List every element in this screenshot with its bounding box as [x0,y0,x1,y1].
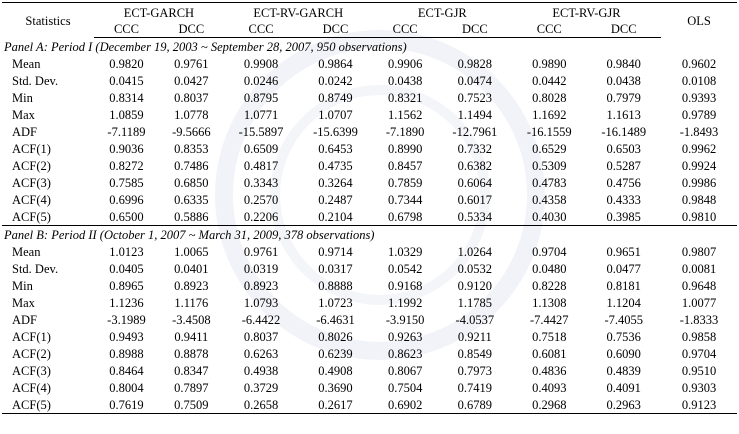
table-cell: 0.0415 [109,73,144,88]
table-cell: 0.6500 [109,209,144,224]
table-cell: 0.9714 [318,244,353,259]
table-cell: 0.5886 [174,209,209,224]
table-cell: 0.2658 [224,396,298,414]
table-cell: 0.5309 [532,158,567,173]
table-cell: 1.1613 [606,107,641,122]
table-row [2,345,737,362]
table-cell: 0.4093 [532,380,567,395]
table-cell: 1.0123 [109,244,144,259]
row-label: ACF(1) [12,329,51,344]
table-cell: 0.7973 [457,363,492,378]
table-row [2,208,737,226]
table-row [2,362,737,379]
table-cell: -16.1559 [526,124,572,139]
row-label: Max [12,107,35,122]
table-cell: 0.4783 [532,175,567,190]
table-cell: 0.2104 [318,209,353,224]
row-label: ACF(5) [12,209,51,224]
table-cell: 0.0532 [457,261,492,276]
header-sub-ccc: CCC [373,21,438,38]
header-ols: OLS [661,3,737,38]
table-cell: 0.0401 [174,261,209,276]
table-cell: 0.6239 [318,346,353,361]
table-cell: 0.0438 [387,73,423,88]
table-cell: 1.0771 [243,107,279,122]
table-cell: 1.0723 [318,295,353,310]
table-cell: 0.9908 [243,56,279,71]
table-cell: 0.9651 [606,244,641,259]
header-row-sub [2,21,737,38]
table-cell: 0.0474 [457,73,492,88]
table-cell: -15.6399 [313,124,358,139]
table-cell: 1.1785 [457,295,492,310]
header-sub-ccc: CCC [94,21,159,38]
table-row [2,55,737,72]
table-cell: 0.9510 [681,363,717,378]
table-row [2,89,737,106]
table-cell: -3.4508 [172,312,211,327]
table-cell: 0.7523 [457,90,492,105]
table-cell: 0.0542 [387,261,423,276]
table-row [2,311,737,328]
table-cell: 0.9789 [681,107,717,122]
table-cell: 1.0859 [109,107,144,122]
table-cell: 0.8965 [109,278,144,293]
table-cell: 1.0793 [243,295,279,310]
table-cell: 1.1692 [532,107,567,122]
table-cell: 1.0329 [387,244,423,259]
table-cell: 0.7585 [109,175,144,190]
table-cell: 0.8181 [606,278,641,293]
table-row [2,72,737,89]
table-cell: 0.4333 [606,192,641,207]
table-cell: 0.6996 [109,192,144,207]
table-cell: 0.0405 [109,261,144,276]
row-label: ACF(4) [12,380,51,395]
table-cell: 0.6529 [532,141,567,156]
table-cell: 0.7486 [174,158,209,173]
table-cell: -16.1489 [601,124,647,139]
table-cell: 0.6789 [438,396,512,414]
table-cell: 0.4735 [318,158,353,173]
header-sub-dcc: DCC [438,21,512,38]
row-label: ACF(1) [12,141,51,156]
row-label: Mean [12,56,41,71]
table-cell: 0.9123 [661,396,737,414]
table-cell: 0.6382 [457,158,492,173]
table-cell: 0.6081 [532,346,567,361]
table-cell: 0.9704 [681,346,717,361]
table-cell: 0.4030 [532,209,567,224]
table-cell: 0.0242 [318,73,353,88]
table-cell: 0.6798 [387,209,423,224]
table-cell: 0.7859 [387,175,423,190]
table-cell: 0.3264 [318,175,353,190]
header-sub-ccc: CCC [224,21,298,38]
row-label: ADF [12,312,38,327]
table-header [2,3,737,38]
header-sub-dcc: DCC [159,21,224,38]
table-cell: 0.9906 [387,56,423,71]
table-cell: 0.8988 [109,346,144,361]
table-cell: 0.4358 [532,192,567,207]
table-row [2,243,737,260]
table-cell: 0.2617 [298,396,372,414]
table-cell: 0.0108 [681,73,717,88]
row-label: ACF(3) [12,175,51,190]
row-label: ADF [12,124,38,139]
table-cell: 0.0438 [606,73,641,88]
table-cell: 0.9602 [681,56,717,71]
table-cell: 0.6335 [174,192,209,207]
table-cell: 1.1308 [532,295,567,310]
table-cell: 0.6064 [457,175,492,190]
table-row [2,106,737,123]
header-group-ect-garch: ECT-GARCH [94,3,224,22]
row-label: Min [12,278,33,293]
table-cell: 0.7509 [159,396,224,414]
table-cell: 0.6850 [174,175,209,190]
table-cell: -12.7961 [452,124,498,139]
row-label: Max [12,295,35,310]
table-cell: 0.4817 [243,158,279,173]
table-cell: 0.2963 [586,396,661,414]
table-cell: 0.9858 [681,329,717,344]
table-cell: 0.9648 [681,278,717,293]
table-cell: 0.0427 [174,73,209,88]
panel-title-row [2,38,737,56]
table-cell: 0.7619 [94,396,159,414]
header-statistics: Statistics [2,3,94,38]
table-cell: 0.3729 [243,380,279,395]
table-cell: 0.9828 [457,56,492,71]
table-cell: 0.4839 [606,363,641,378]
table-cell: -4.0537 [455,312,495,327]
row-label: ACF(5) [2,396,94,414]
table-cell: 0.8067 [387,363,423,378]
table-cell: 1.0065 [174,244,209,259]
table-cell: 0.9168 [387,278,423,293]
table-cell: 0.7518 [532,329,567,344]
table-cell: 0.9924 [681,158,717,173]
table-cell: 1.0077 [681,295,717,310]
table-cell: 0.9263 [387,329,423,344]
table-cell: 0.6263 [243,346,279,361]
table-cell: -6.4631 [316,312,355,327]
table-cell: 0.9411 [174,329,209,344]
header-sub-dcc: DCC [586,21,661,38]
table-cell: 0.8923 [243,278,279,293]
table-cell: -1.8493 [679,124,719,139]
header-sub-ccc: CCC [512,21,586,38]
row-label: ACF(4) [12,192,51,207]
header-sub-dcc: DCC [298,21,372,38]
table-cell: 0.7419 [457,380,492,395]
table-cell: 0.9820 [109,56,144,71]
table-cell: 0.9036 [109,141,144,156]
table-cell: 0.2968 [512,396,586,414]
table-row [2,328,737,345]
table-cell: 0.5334 [457,209,492,224]
table-cell: 0.7979 [606,90,641,105]
table-cell: 0.2487 [318,192,353,207]
table-cell: -9.5666 [172,124,211,139]
table-cell: 0.6017 [457,192,492,207]
table-row [2,277,737,294]
table-cell: -3.9150 [385,312,425,327]
table-cell: 0.4756 [606,175,641,190]
table-cell: 0.8990 [387,141,423,156]
table-cell: 0.9120 [457,278,492,293]
table-cell: 0.9890 [532,56,567,71]
table-body [2,38,737,414]
table-row [2,379,737,396]
table-cell: 0.2570 [243,192,279,207]
table-cell: -15.5897 [238,124,284,139]
table-cell: 0.3343 [243,175,279,190]
table-cell: 0.8028 [532,90,567,105]
table-cell: 0.8549 [457,346,492,361]
table-cell: 0.8321 [387,90,423,105]
table-cell: 0.0317 [318,261,353,276]
table-cell: 0.8795 [243,90,279,105]
table-cell: 0.9393 [681,90,717,105]
table-cell: 0.8749 [318,90,353,105]
table-cell: 0.8623 [387,346,423,361]
table-cell: 1.1176 [174,295,209,310]
table-cell: 0.9962 [681,141,717,156]
header-row-groups [2,3,737,22]
table-cell: 0.0480 [532,261,567,276]
table-cell: 0.0477 [606,261,641,276]
table-row [2,260,737,277]
table-cell: 1.1992 [387,295,423,310]
table-cell: 0.4908 [318,363,353,378]
table-cell: 0.2206 [243,209,279,224]
row-label: Std. Dev. [12,73,59,88]
table-cell: 0.8347 [174,363,209,378]
table-cell: 0.9840 [606,56,641,71]
table-cell: 0.6453 [318,141,353,156]
table-cell: 0.3690 [318,380,353,395]
table-cell: 0.4836 [532,363,567,378]
table-cell: 0.9807 [681,244,717,259]
table-cell: 0.9761 [243,244,279,259]
table-cell: 0.9704 [532,244,567,259]
table-row [2,123,737,140]
table-cell: 0.8026 [318,329,353,344]
table-cell: 0.3985 [606,209,641,224]
panel-title: Panel B: Period II (October 1, 2007 ~ March 31, 2009, 378 observations) [2,226,737,244]
table-cell: 0.6090 [606,346,641,361]
table-cell: 0.7332 [457,141,492,156]
table-cell: 0.0442 [532,73,567,88]
table-cell: 0.8923 [174,278,209,293]
table-cell: 0.8228 [532,278,567,293]
table-cell: 1.0707 [318,107,353,122]
table-cell: 1.0264 [457,244,492,259]
table-cell: 0.6503 [606,141,641,156]
row-label: Mean [12,244,41,259]
statistics-table [2,2,737,414]
table-cell: -7.4055 [604,312,643,327]
table-cell: 0.4091 [606,380,641,395]
table-cell: 0.8353 [174,141,209,156]
row-label: Min [12,90,33,105]
table-row [2,157,737,174]
table-row [2,294,737,311]
table-cell: 0.9303 [681,380,717,395]
table-cell: 0.8272 [109,158,144,173]
table-row [2,191,737,208]
table-cell: -7.1189 [107,124,146,139]
table-cell: 0.8888 [318,278,353,293]
table-cell: 0.6902 [373,396,438,414]
table-cell: 0.8004 [109,380,144,395]
table-cell: 0.8878 [174,346,209,361]
table-cell: -6.4422 [241,312,281,327]
table-row [2,174,737,191]
table-cell: 0.8037 [174,90,209,105]
table-cell: 0.7897 [174,380,209,395]
table-cell: 1.0778 [174,107,209,122]
table-cell: 0.8457 [387,158,423,173]
header-group-ect-rv-garch: ECT-RV-GARCH [224,3,373,22]
table-cell: -3.1989 [107,312,146,327]
table-cell: 1.1204 [606,295,641,310]
table-cell: 0.7344 [387,192,423,207]
table-cell: 0.9848 [681,192,717,207]
table-cell: 0.4938 [243,363,279,378]
table-cell: 0.8037 [243,329,279,344]
table-cell: 0.9761 [174,56,209,71]
table-cell: 0.7536 [606,329,641,344]
row-label: ACF(3) [12,363,51,378]
table-cell: 0.9986 [681,175,717,190]
table-cell: 0.6509 [243,141,279,156]
table-cell: 1.1562 [387,107,423,122]
header-group-ect-rv-gjr: ECT-RV-GJR [512,3,661,22]
table-row [2,140,737,157]
table-cell: 0.0246 [243,73,279,88]
table-cell: -1.8333 [679,312,719,327]
panel-title-row [2,226,737,244]
table-cell: -7.1890 [385,124,425,139]
table-cell: 1.1494 [457,107,492,122]
table-cell: 0.7504 [387,380,423,395]
header-group-ect-gjr: ECT-GJR [373,3,512,22]
table-cell: -7.4427 [529,312,569,327]
table-cell: 0.8314 [109,90,144,105]
table-cell: 0.8464 [109,363,144,378]
table-cell: 0.0081 [681,261,717,276]
row-label: ACF(2) [12,158,51,173]
row-label: Std. Dev. [12,261,59,276]
table-cell: 0.9211 [457,329,492,344]
table-cell: 0.0319 [243,261,279,276]
table-cell: 0.9810 [681,209,717,224]
table-row [2,396,737,414]
table-cell: 0.9493 [109,329,144,344]
table-cell: 1.1236 [109,295,144,310]
panel-title: Panel A: Period I (December 19, 2003 ~ September 28, 2007, 950 observations) [4,39,407,54]
row-label: ACF(2) [12,346,51,361]
table-cell: 0.9864 [318,56,353,71]
table-cell: 0.5287 [606,158,641,173]
